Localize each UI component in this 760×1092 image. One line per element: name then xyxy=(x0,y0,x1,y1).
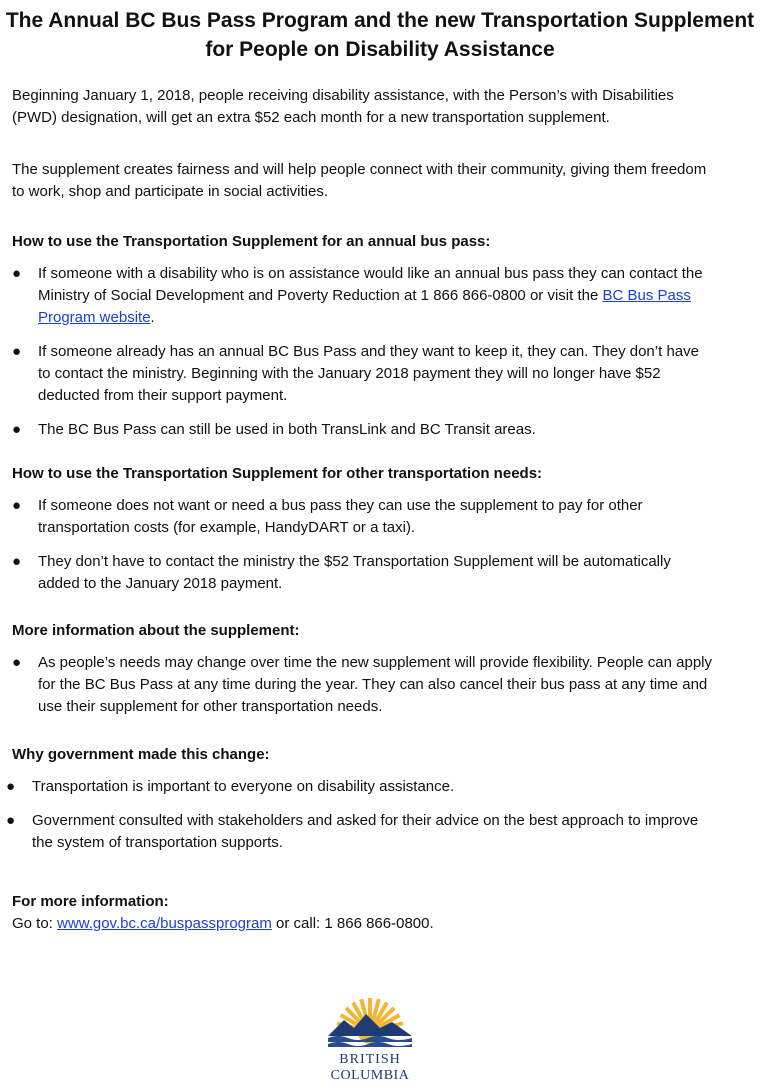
list-item xyxy=(12,341,712,407)
list-item-text: If someone already has an annual BC Bus Pass and they want to keep it, they can. They don’t have to contact the ministry. Beginning with the January 2018 payment they will no longer have $52 deducted from their support payment. xyxy=(38,343,699,404)
bullet-icon: ● xyxy=(12,553,22,570)
british-columbia-logo xyxy=(300,992,440,1084)
bc-bus-pass-program-link[interactable]: BC Bus Pass Program website xyxy=(38,287,691,326)
bullet-icon: ● xyxy=(6,812,16,829)
more-info-list xyxy=(12,652,712,730)
list-item-text: They don’t have to contact the ministry the $52 Transportation Supplement will be automatically added to the January 2018 payment. xyxy=(38,553,671,592)
section-heading-annual-pass: How to use the Transportation Supplement for an annual bus pass: xyxy=(12,233,491,250)
list-item-text: If someone does not want or need a bus pass they can use the supplement to pay for other transportation costs (for example, HandyDART or a taxi). xyxy=(38,497,643,536)
annual-pass-list xyxy=(12,263,712,453)
section-heading-more-info: More information about the supplement: xyxy=(12,622,300,639)
section-heading-other-needs: How to use the Transportation Supplement for other transportation needs: xyxy=(12,465,543,482)
bullet-icon: ● xyxy=(12,265,22,282)
bullet-icon: ● xyxy=(12,497,22,514)
buspassprogram-link[interactable]: www.gov.bc.ca/buspassprogram xyxy=(57,915,272,932)
section-heading-why: Why government made this change: xyxy=(12,746,270,763)
intro-paragraph-1: Beginning January 1, 2018, people receiving disability assistance, with the Person’s with Disabilities (PWD) designation, will get an extra $52 each month for a new transportation supplement. xyxy=(12,87,674,126)
list-item xyxy=(12,495,712,539)
intro-paragraph-2: The supplement creates fairness and will help people connect with their community, giving them freedom to work, shop and participate in social activities. xyxy=(12,161,707,200)
footer-prefix: Go to: xyxy=(12,915,58,932)
bullet-icon: ● xyxy=(12,421,22,438)
list-item xyxy=(12,551,712,595)
bc-logo-icon xyxy=(300,992,440,1084)
footer-suffix: or call: 1 866 866-0800. xyxy=(271,915,434,932)
footer-contact-line xyxy=(12,913,712,935)
list-item xyxy=(6,810,706,854)
list-item xyxy=(12,652,712,718)
list-item-text: Government consulted with stakeholders and asked for their advice on the best approach to improve the system of transportation supports. xyxy=(32,812,699,851)
why-list xyxy=(6,776,706,866)
page-title: The Annual BC Bus Pass Program and the new Transportation Supplement for People on Disability Assistance xyxy=(5,9,755,61)
logo-text-british: BRITISH xyxy=(339,1052,401,1067)
list-item-text-end: . xyxy=(150,309,155,326)
other-needs-list xyxy=(12,495,712,607)
list-item xyxy=(12,419,712,441)
list-item-text: As people’s needs may change over time the new supplement will provide flexibility. People can apply for the BC Bus Pass at any time during the year. They can also cancel their bus pass at any time and use their supplement for other transportation needs. xyxy=(38,654,712,715)
bullet-icon: ● xyxy=(12,343,22,360)
list-item xyxy=(6,776,706,798)
logo-text-columbia: COLUMBIA xyxy=(330,1068,410,1083)
bullet-icon: ● xyxy=(12,654,22,671)
list-item-text: If someone with a disability who is on assistance would like an annual bus pass they can contact the Ministry of Social Development and Poverty Reduction at 1 866 866-0800 or visit the xyxy=(38,265,703,304)
bullet-icon: ● xyxy=(6,778,16,795)
list-item-text: The BC Bus Pass can still be used in both TransLink and BC Transit areas. xyxy=(38,421,536,438)
footer-heading: For more information: xyxy=(12,893,169,910)
list-item-text: Transportation is important to everyone on disability assistance. xyxy=(32,778,455,795)
list-item xyxy=(12,263,712,329)
